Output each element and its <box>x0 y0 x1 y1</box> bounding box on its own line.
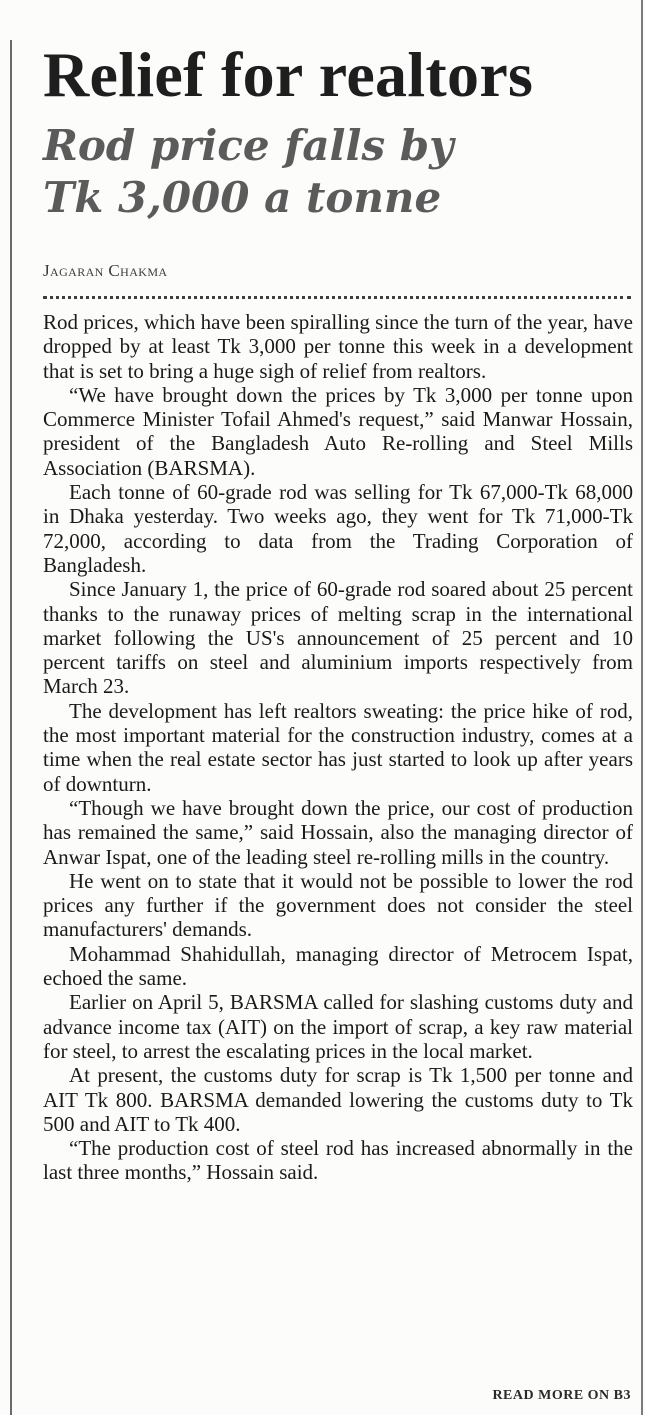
article-body <box>43 310 633 1185</box>
paragraph: “We have brought down the prices by Tk 3,000 per tonne upon Commerce Minister Tofail Ahmed's request,” said Manwar Hossain, president of the Bangladesh Auto Re-rolling and Steel Mills Association (BARSMA). <box>43 382 633 480</box>
subheadline-line-2: Tk 3,000 a tonne <box>43 173 442 222</box>
paragraph: “The production cost of steel rod has increased abnormally in the last three months,” Hossain said. <box>43 1136 633 1185</box>
paragraph: Earlier on April 5, BARSMA called for slashing customs duty and advance income tax (AIT) on the import of scrap, a key raw material for steel, to arrest the escalating prices in the local market. <box>43 990 633 1063</box>
paragraph: At present, the customs duty for scrap is Tk 1,500 per tonne and AIT Tk 800. BARSMA demanded lowering the customs duty to Tk 500 and AIT to Tk 400. <box>43 1063 633 1136</box>
paragraph: Since January 1, the price of 60-grade rod soared about 25 percent thanks to the runaway prices of melting scrap in the international market following the US's announcement of 25 percent and 10 percent tariffs on steel and aluminium imports respectively from March 23. <box>43 577 633 699</box>
paragraph: The development has left realtors sweating: the price hike of rod, the most important material for the construction industry, comes at a time when the real estate sector has just started to look up after years of downturn. <box>43 698 633 796</box>
subheadline-line-1: Rod price falls by <box>43 121 454 170</box>
column-rule-left <box>10 40 12 1415</box>
paragraph: Each tonne of 60-grade rod was selling for Tk 67,000-Tk 68,000 in Dhaka yesterday. Two weeks ago, they went for Tk 71,000-Tk 72,000, according to data from the Trading Corporation of Bangladesh. <box>43 480 633 577</box>
paragraph: He went on to state that it would not be possible to lower the rod prices any further if the government does not consider the steel manufacturers' demands. <box>43 868 633 942</box>
byline: Jagaran Chakma <box>43 261 168 280</box>
column-rule-right <box>641 0 643 1415</box>
read-more-link[interactable]: READ MORE ON B3 <box>492 1388 631 1403</box>
headline: Relief for realtors <box>43 39 534 110</box>
dotted-divider <box>43 296 631 299</box>
paragraph: “Though we have brought down the price, our cost of production has remained the same,” said Hossain, also the managing director of Anwar Ispat, one of the leading steel re-rolling mills in the country. <box>43 795 633 869</box>
subheadline <box>43 120 633 224</box>
paragraph: Rod prices, which have been spiralling since the turn of the year, have dropped by at least Tk 3,000 per tonne this week in a development that is set to bring a huge sigh of relief from realtors. <box>43 310 633 383</box>
paragraph: Mohammad Shahidullah, managing director of Metrocem Ispat, echoed the same. <box>43 941 633 991</box>
